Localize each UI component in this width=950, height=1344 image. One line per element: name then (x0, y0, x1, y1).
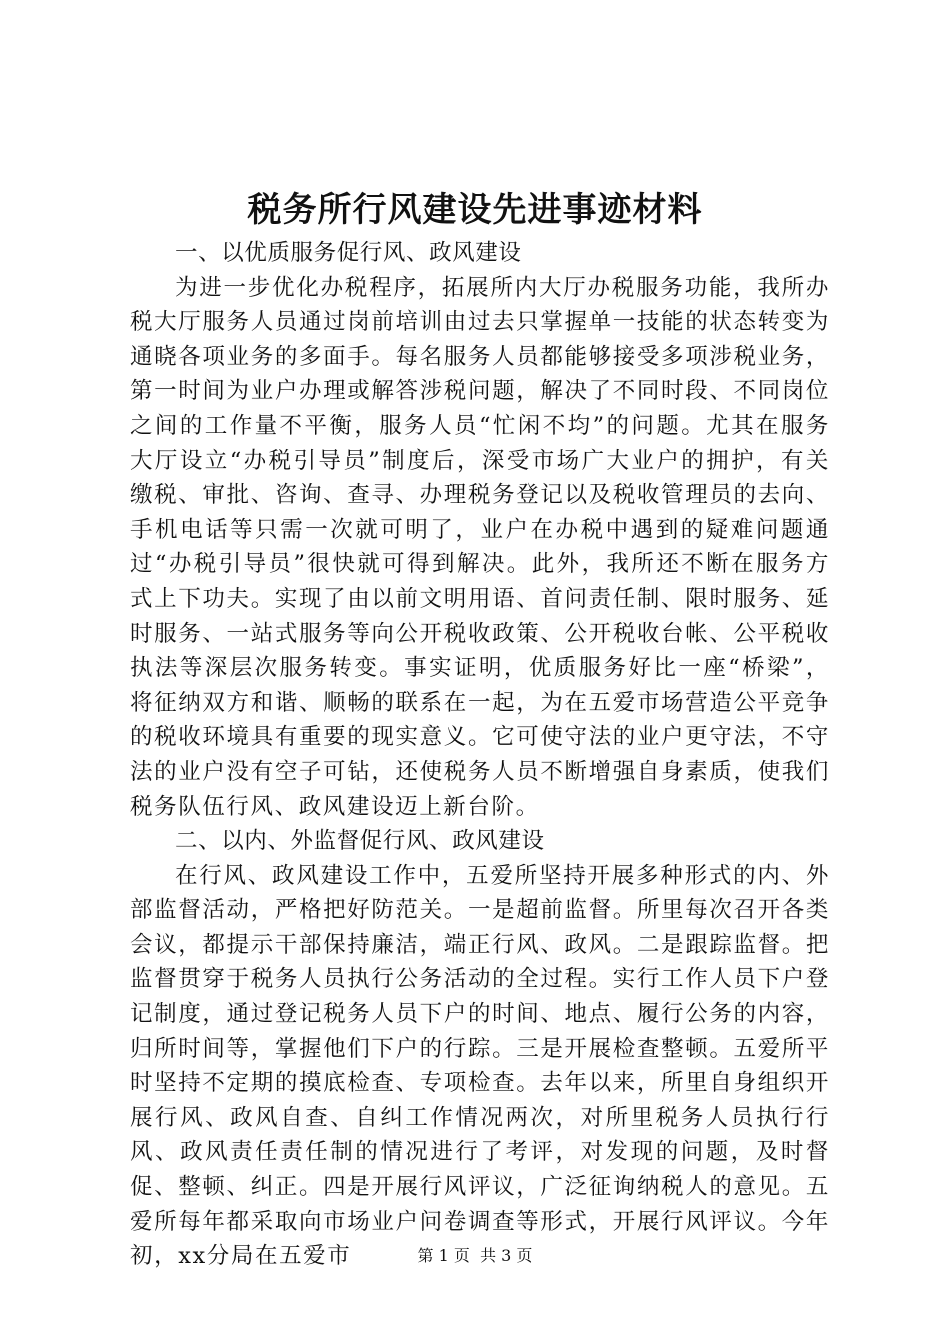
page-number-footer: 第 1 页 共 3 页 (417, 1246, 533, 1265)
document-body (130, 236, 830, 1274)
section-heading-2: 二、以内、外监督促行风、政风建设 (175, 828, 545, 855)
section-paragraph-2: 在行风、政风建设工作中，五爱所坚持开展多种形式的内、外部监督活动，严格把好防范关。一是超前监督。所里每次召开各类会议，都提示干部保持廉洁，端正行风、政风。二是跟踪监督。把监督贯穿于税务人员执行公务活动的全过程。实行工作人员下户登记制度，通过登记税务人员下户的时间、地点、履行公务的内容，归所时间等，掌握他们下户的行踪。三是开展检查整顿。五爱所平时坚持不定期的摸底检查、专项检查。去年以来，所里自身组织开展行风、政风自查、自纠工作情况两次，对所里税务人员执行行风、政风责任责任制的情况进行了考评，对发现的问题，及时督促、整顿、纠正。四是开展行风评议，广泛征询纳税人的意见。五爱所每年都采取向市场业户问卷调查等形式，开展行风评议。今年初，xx分局在五爱市 (130, 862, 830, 1270)
section-heading-1: 一、以优质服务促行风、政风建设 (175, 240, 522, 266)
document-title: 税务所行风建设先进事迹材料 (247, 190, 703, 230)
section-paragraph-1: 为进一步优化办税程序，拓展所内大厅办税服务功能，我所办税大厅服务人员通过岗前培训由过去只掌握单一技能的状态转变为通晓各项业务的多面手。每名服务人员都能够接受多项涉税业务，第一时间为业户办理或解答涉税问题，解决了不同时段、不同岗位之间的工作量不平衡，服务人员“忙闲不均”的问题。尤其在服务大厅设立“办税引导员”制度后，深受市场广大业户的拥护，有关缴税、审批、咨询、查寻、办理税务登记以及税收管理员的去向、手机电话等只需一次就可明了，业户在办税中遇到的疑难问题通过“办税引导员”很快就可得到解决。此外，我所还不断在服务方式上下功夫。实现了由以前文明用语、首问责任制、限时服务、延时服务、一站式服务等向公开税收政策、公开税收台帐、公平税收执法等深层次服务转变。事实证明，优质服务好比一座“桥梁”，将征纳双方和谐、顺畅的联系在一起，为在五爱市场营造公平竞争的税收环境具有重要的现实意义。它可使守法的业户更守法，不守法的业户没有空子可钻，还使税务人员不断增强自身素质，使我们税务队伍行风、政风建设迈上新台阶。 (130, 274, 830, 820)
